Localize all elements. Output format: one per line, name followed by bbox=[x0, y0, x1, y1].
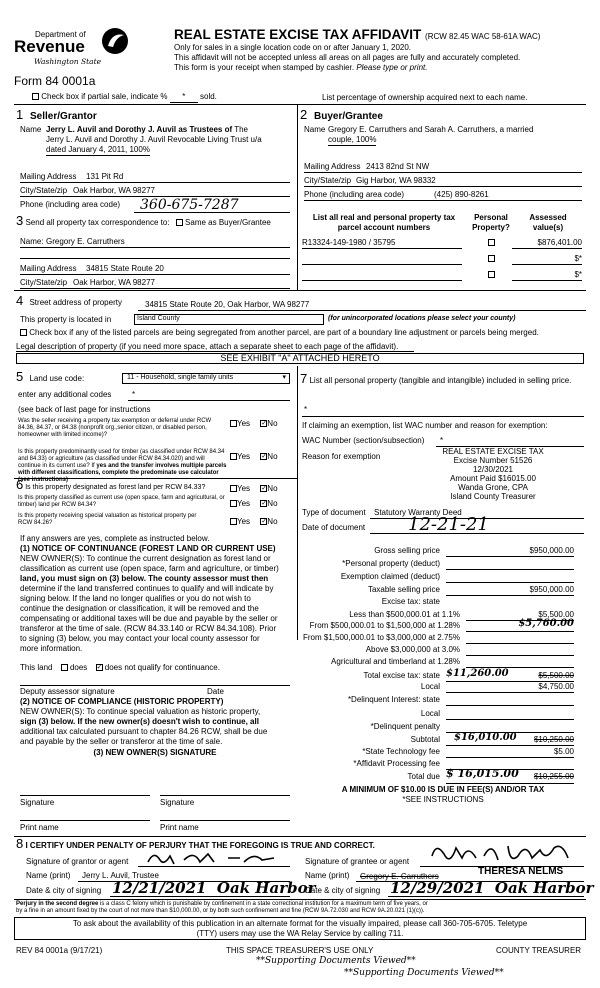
partial-sale-label: Check box if partial sale, indicate % bbox=[41, 92, 168, 101]
stamp-line: Island County Treasurer bbox=[450, 492, 536, 501]
ownership-note: List percentage of ownership acquired next to each name. bbox=[322, 93, 528, 102]
tax-value-handwritten[interactable]: $5,760.00 bbox=[518, 618, 574, 629]
grantor-name-label: Name (print) bbox=[26, 871, 71, 880]
seller-name-line1[interactable] bbox=[46, 125, 248, 135]
county-treasurer: COUNTY TREASURER bbox=[496, 946, 582, 955]
forest-q1: Is this property designated as forest land per RCW 84.33? bbox=[25, 484, 206, 491]
grantee-date-city[interactable]: 12/29/2021 Oak Harbor bbox=[390, 879, 594, 897]
form-number: Form 84 0001a bbox=[14, 74, 96, 88]
notice-line: determine if the land transferred continues to qualify and will indicate by bbox=[20, 584, 274, 593]
tax-row-excise-state bbox=[300, 597, 586, 607]
forest-q2: Is this property classified as current use (open space, farm and agricultural, or timber) land per RCW 84.34? bbox=[18, 495, 225, 508]
dept-line1: Department of bbox=[35, 30, 86, 39]
perjury-line2: by a fine in an amount fixed by the court of not more than $10,000.00, or by both such confinement and fine (RCW 9A.72.030 and RCW 9A.20.021 (1)(c)). bbox=[16, 908, 425, 914]
landuse-row bbox=[16, 369, 85, 384]
personal-num: 7 bbox=[300, 371, 308, 386]
does-label: does bbox=[69, 663, 88, 672]
tax-row-tier4 bbox=[300, 645, 586, 655]
notice-line: NEW OWNER(S): To continue the current designation as forest land or bbox=[20, 554, 271, 563]
deputy-date-label: Date bbox=[207, 687, 224, 696]
tax-value[interactable]: $950,000.00 bbox=[529, 585, 574, 594]
tax-row-delinq-local bbox=[300, 709, 586, 719]
buyer-name-line2: couple, 100% bbox=[328, 135, 377, 144]
perjury-bold: Perjury in the second degree bbox=[16, 901, 99, 907]
partial-sale-row bbox=[32, 92, 217, 103]
street-label: Street address of property bbox=[29, 298, 122, 307]
landuse-select[interactable] bbox=[122, 373, 290, 384]
tax-label: Total excise tax: state bbox=[363, 671, 440, 680]
seller-name-line2: Jerry L. Auvil and Dorothy J. Auvil Revocable Living Trust u/a bbox=[46, 135, 262, 144]
corr-name-label: Name: bbox=[20, 237, 44, 246]
no-checkbox-checked[interactable]: ✓ bbox=[261, 500, 268, 508]
buyer-name-line1[interactable]: Gregory E. Carruthers and Sarah A. Carruthers, a married bbox=[328, 125, 534, 134]
does-checkbox[interactable] bbox=[61, 664, 68, 671]
buyer-heading-text: Buyer/Grantee bbox=[314, 111, 383, 122]
tax-label: *Personal property (deduct) bbox=[342, 559, 440, 568]
header-line1: Only for sales in a single location code on or after January 1, 2020. bbox=[174, 43, 412, 52]
tax-label: *Delinquent Interest: state bbox=[347, 695, 440, 704]
yes-checkbox[interactable] bbox=[230, 453, 237, 460]
assessed-value[interactable]: $* bbox=[574, 270, 582, 279]
grantor-name[interactable]: Jerry L. Auvil, Trustee bbox=[82, 871, 159, 880]
tax-label: Gross selling price bbox=[374, 546, 440, 555]
owner-print-name-label: Print name bbox=[160, 823, 199, 832]
street-row bbox=[16, 293, 122, 308]
total-state-hw: 11,260.00 bbox=[452, 668, 509, 679]
doc-type-label: Type of document bbox=[302, 508, 366, 517]
see-back-note: (see back of last page for instructions bbox=[18, 405, 151, 414]
personal-property-checkbox[interactable] bbox=[488, 271, 495, 278]
landuse-num: 5 bbox=[16, 369, 24, 384]
personal-property-row bbox=[300, 371, 584, 386]
tax-value-struck: $5,500.00 bbox=[538, 671, 574, 680]
dor-logo bbox=[14, 24, 134, 74]
this-land-label: This land bbox=[20, 663, 53, 672]
yes-checkbox[interactable] bbox=[230, 485, 237, 492]
form-title-text: REAL ESTATE EXCISE TAX AFFIDAVIT bbox=[174, 27, 422, 42]
notice-line: NEW OWNER(S): To continue special valuation as historic property, bbox=[20, 707, 261, 716]
assessed-header-1: Assessed bbox=[529, 213, 567, 222]
notice-line: to signing (3) below, you may contact your local county assessor for bbox=[20, 634, 260, 643]
see-instructions: *SEE INSTRUCTIONS bbox=[402, 795, 484, 804]
seller-name-line3: dated January 4, 2011, 100% bbox=[46, 145, 150, 154]
additional-codes-value[interactable]: * bbox=[132, 390, 136, 399]
personal-property-value[interactable]: * bbox=[304, 405, 308, 414]
buyer-city[interactable]: Gig Harbor, WA 98332 bbox=[356, 176, 436, 185]
legal-description[interactable] bbox=[16, 353, 584, 364]
personal-header-1: Personal bbox=[474, 213, 508, 222]
tax-value-handwritten[interactable]: $ 16,015.00 bbox=[446, 767, 519, 780]
tax-label: From $500,000.01 to $1,500,000 at 1.28% bbox=[309, 621, 460, 630]
yes-checkbox[interactable] bbox=[230, 500, 237, 507]
does-not-qualify-label: does not qualify for continuance. bbox=[104, 663, 220, 672]
no-label: No bbox=[267, 517, 278, 526]
forest-q3: Is this property receiving special valuation as historical property per RCW 84.26? bbox=[18, 513, 197, 526]
assessed-header bbox=[520, 213, 576, 233]
legal-label: Legal description of property (if you need more space, attach a separate sheet to each page of the affidavit). bbox=[16, 342, 399, 351]
tax-value[interactable]: $950,000.00 bbox=[529, 546, 574, 555]
no-checkbox-checked[interactable]: ✓ bbox=[261, 420, 268, 428]
grantee-date-label: Date & city of signing bbox=[305, 886, 381, 895]
tax-row-tech bbox=[300, 747, 586, 757]
doc-date-label: Date of document bbox=[302, 523, 366, 532]
notice-line: transferor at the time of sale. (RCW 84.33.140 or RCW 84.34.108). Prior bbox=[20, 624, 277, 633]
tax-value-handwritten[interactable]: $11,260.00 bbox=[446, 668, 509, 679]
corr-city[interactable]: Oak Harbor, WA 98277 bbox=[73, 278, 155, 287]
tax-label: Exemption claimed (deduct) bbox=[340, 572, 440, 581]
correspondence-num: 3 bbox=[16, 213, 24, 228]
form-title bbox=[174, 27, 540, 42]
wac-label: WAC Number (section/subsection) bbox=[302, 436, 425, 445]
yes-label: Yes bbox=[237, 419, 251, 428]
additional-codes-label: enter any additional codes bbox=[18, 390, 112, 399]
assessed-value[interactable]: $* bbox=[574, 254, 582, 263]
forest-q1-answer bbox=[230, 484, 278, 494]
corr-mail[interactable]: 34815 State Route 20 bbox=[86, 264, 164, 273]
seller-name-bold: Jerry L. Auvil and Dorothy J. Auvil as Trustees of bbox=[46, 125, 233, 134]
header-line3a: This form is your receipt when stamped by cashier. bbox=[174, 63, 355, 72]
tax-row-exemption bbox=[300, 572, 586, 582]
yes-label: Yes bbox=[237, 484, 251, 493]
tax-label: Local bbox=[420, 682, 440, 691]
tax-row-total-state bbox=[300, 668, 586, 681]
buyer-phone[interactable]: (425) 890-8261 bbox=[434, 190, 489, 199]
tax-row-delinq-state bbox=[300, 695, 586, 705]
segregated-checkbox[interactable] bbox=[20, 329, 27, 336]
does-not-qualify-checkbox-checked[interactable]: ✓ bbox=[96, 664, 103, 672]
seller-heading-text: Seller/Grantor bbox=[30, 111, 97, 122]
notice-line: continue the designation or classification, it will be removed and the bbox=[20, 604, 259, 613]
notice-line: classification as current use (open space, farm and agriculture, or timber) bbox=[20, 564, 279, 573]
tax-row-gross bbox=[300, 546, 586, 556]
no-label: No bbox=[267, 484, 278, 493]
street-address[interactable]: 34815 State Route 20, Oak Harbor, WA 98277 bbox=[145, 300, 310, 309]
notice-continuance-heading: (1) NOTICE OF CONTINUANCE (FOREST LAND OR CURRENT USE) bbox=[20, 544, 276, 553]
yes-checkbox[interactable] bbox=[230, 420, 237, 427]
no-checkbox-checked[interactable]: ✓ bbox=[261, 485, 268, 493]
timber-question-a: Is this property predominantly used for timber (as classified under RCW 84.34 and 84.33) or agriculture (as classified under RCW 84.34.020) and will continue in its current use? If bbox=[18, 449, 225, 469]
landuse-code: 11 - Household, single family units bbox=[127, 374, 234, 381]
grantor-signature-label: Signature of grantor or agent bbox=[26, 857, 129, 866]
segregated-row bbox=[20, 328, 539, 338]
stamp-line: REAL ESTATE EXCISE TAX bbox=[442, 447, 544, 456]
unincorporated-text: (for unincorporated locations please select your county) bbox=[328, 315, 516, 322]
tax-row-local bbox=[300, 682, 586, 692]
grantor-date-city[interactable]: 12/21/2021 Oak Harbor bbox=[112, 879, 316, 897]
grantor-signature[interactable] bbox=[144, 848, 284, 868]
property-num: 4 bbox=[16, 293, 24, 308]
doc-type[interactable]: Statutory Warranty Deed bbox=[374, 508, 462, 517]
tax-label: From $1,500,000.01 to $3,000,000 at 2.75% bbox=[302, 633, 460, 642]
personal-label: List all personal property (tangible and intangible) included in selling price. bbox=[309, 376, 572, 385]
tax-value-handwritten[interactable]: $16,010.00 bbox=[454, 732, 517, 743]
doc-date[interactable]: 12-21-21 bbox=[408, 514, 489, 535]
tax-value[interactable]: $4,750.00 bbox=[538, 682, 574, 691]
grantor-date-label: Date & city of signing bbox=[26, 886, 102, 895]
same-as-buyer-label: Same as Buyer/Grantee bbox=[185, 218, 271, 227]
tax-row-penalty bbox=[300, 722, 586, 732]
total-hw: 16,015.00 bbox=[457, 767, 519, 780]
yes-label: Yes bbox=[237, 517, 251, 526]
parcels-header bbox=[300, 213, 468, 233]
if-any-yes: If any answers are yes, complete as instructed below. bbox=[20, 534, 210, 543]
stamp-line: Wanda Grone, CPA bbox=[458, 483, 528, 492]
segregated-label: Check box if any of the listed parcels are being segregated from another parcel, are part of a boundary line adjustment or parcels being merged. bbox=[29, 328, 539, 337]
buyer-city-label: City/State/zip bbox=[304, 176, 352, 185]
dept-line2: Revenue bbox=[14, 37, 85, 56]
this-land-row bbox=[20, 663, 220, 673]
corr-mail-label: Mailing Address bbox=[20, 264, 77, 273]
buyer-mail-label: Mailing Address bbox=[304, 162, 361, 171]
no-label: No bbox=[267, 452, 278, 461]
no-checkbox-checked[interactable]: ✓ bbox=[261, 518, 268, 526]
tax-label: Less than $500,000.01 at 1.1% bbox=[349, 610, 460, 619]
tax-label: Agricultural and timberland at 1.28% bbox=[331, 657, 460, 666]
tax-value-struck: $10,255.00 bbox=[533, 772, 574, 781]
forest-num: 6 bbox=[16, 477, 24, 492]
tax-value[interactable]: $5.00 bbox=[553, 747, 574, 756]
personal-header bbox=[466, 213, 516, 233]
parcels-header-1: List all real and personal property tax bbox=[312, 213, 456, 222]
notice-line: signing below. If the land no longer qualifies or you do not wish to bbox=[20, 594, 251, 603]
landuse-label: Land use code: bbox=[29, 374, 85, 383]
seller-phone[interactable]: 360-675-7287 bbox=[140, 197, 239, 213]
no-label: No bbox=[267, 419, 278, 428]
corr-city-label: City/State/zip bbox=[20, 278, 68, 287]
legal-text: SEE EXHIBIT "A" ATTACHED HERETO bbox=[220, 353, 380, 363]
yes-label: Yes bbox=[237, 499, 251, 508]
notice-line: sign (3) below. If the new owner(s) doesn't wish to continue, all bbox=[20, 717, 259, 726]
tax-value[interactable]: $5,500.00 bbox=[538, 610, 574, 619]
stamp-line: Excise Number 51526 bbox=[453, 456, 533, 465]
ask-line2: (TTY) users may use the WA Relay Service by calling 711. bbox=[196, 929, 404, 938]
perjury-line1: is a class C felony which is punishable by confinement in a state correctional institution for a maximum term of five years, or bbox=[100, 901, 428, 907]
buyer-heading bbox=[300, 107, 383, 122]
minimum-notice: A MINIMUM OF $10.00 IS DUE IN FEE(S) AND/OR TAX bbox=[341, 785, 545, 794]
header-line2: This affidavit will not be accepted unless all areas on all pages are fully and accurately completed. bbox=[174, 53, 521, 62]
tax-label: Total due bbox=[407, 772, 440, 781]
notice-line: compensating or additional taxes will be due and payable by the seller or bbox=[20, 614, 278, 623]
stamp-line: 12/30/2021 bbox=[472, 465, 514, 474]
rev-number: REV 84 0001a (9/17/21) bbox=[16, 946, 103, 955]
certify-text: I CERTIFY UNDER PENALTY OF PERJURY THAT THE FOREGOING IS TRUE AND CORRECT. bbox=[25, 841, 375, 850]
grantee-name-label: Name (print) bbox=[305, 871, 350, 880]
certify-num: 8 bbox=[16, 836, 24, 851]
treasurer-use: THIS SPACE TREASURER'S USE ONLY bbox=[226, 946, 374, 955]
notice-line: more information. bbox=[20, 644, 83, 653]
notice-compliance-heading: (2) NOTICE OF COMPLIANCE (HISTORIC PROPERTY) bbox=[20, 697, 224, 706]
tax-row-ag bbox=[300, 657, 586, 667]
partial-sale-checkbox[interactable] bbox=[32, 93, 39, 100]
parcel-number[interactable]: R13324-149-1980 / 35795 bbox=[302, 238, 396, 247]
grantee-name-struck: Gregory E. Carruthers bbox=[360, 872, 439, 881]
seller-city-label: City/State/zip bbox=[20, 186, 68, 195]
timber-answer bbox=[230, 452, 278, 462]
tax-label: *Affidavit Processing fee bbox=[353, 759, 440, 768]
header-line3b: Please type or print. bbox=[356, 63, 428, 72]
assessed-header-2: value(s) bbox=[532, 223, 564, 232]
supporting-docs-viewed-2: **Supporting Documents Viewed** bbox=[344, 968, 504, 978]
treasurer-stamp bbox=[426, 447, 560, 501]
exemption-answer bbox=[230, 419, 278, 429]
seller-num: 1 bbox=[16, 107, 24, 122]
owner-signature-label: Signature bbox=[160, 798, 195, 807]
exemption-question: Was the seller receiving a property tax exemption or deferral under RCW 84.36, 84.37, or 84.38 (nonprofit org.,senior citizen, or disabled person, homeowner with limited income)? bbox=[18, 418, 212, 438]
seller-phone-label: Phone (including area code) bbox=[20, 200, 121, 209]
tax-label: Taxable selling price bbox=[367, 585, 440, 594]
owner-print-name-label: Print name bbox=[20, 823, 59, 832]
stamp-line: Amount Paid $16015.00 bbox=[450, 474, 536, 483]
buyer-mail[interactable]: 2413 82nd St NW bbox=[366, 162, 430, 171]
seller-name-rest: The bbox=[234, 125, 248, 134]
tax-label: Subtotal bbox=[410, 735, 440, 744]
form-title-ref: (RCW 82.45 WAC 58-61A WAC) bbox=[425, 32, 541, 41]
tax-value-struck: $10,250.00 bbox=[533, 735, 574, 744]
tax-label: Excise tax: state bbox=[381, 597, 440, 606]
partial-percent-field[interactable]: * bbox=[170, 92, 198, 103]
seller-mail[interactable]: 131 Pit Rd bbox=[86, 172, 124, 181]
county-select[interactable] bbox=[134, 314, 324, 325]
no-label: No bbox=[267, 499, 278, 508]
reason-label: Reason for exemption bbox=[302, 452, 381, 461]
parcels-header-2: parcel account numbers bbox=[337, 223, 431, 232]
buyer-phone-label: Phone (including area code) bbox=[304, 190, 405, 199]
tax-label: *State Technology fee bbox=[362, 747, 440, 756]
header-line3 bbox=[174, 63, 427, 73]
personal-header-2: Property? bbox=[472, 223, 510, 232]
seller-name-label: Name bbox=[20, 125, 42, 134]
tax-row-affidavit bbox=[300, 759, 586, 769]
tax-label: Above $3,000,000 at 3.0% bbox=[365, 645, 460, 654]
seller-city[interactable]: Oak Harbor, WA 98277 bbox=[73, 186, 155, 195]
tax-label: Local bbox=[420, 709, 440, 718]
notice-line: additional tax calculated pursuant to chapter 84.26 RCW, shall be due bbox=[20, 727, 268, 736]
seller-heading bbox=[16, 107, 97, 122]
ask-line1: To ask about the availability of this publication in an alternate format for the visually impaired, please call 360-705-6705. Teletype bbox=[72, 919, 528, 928]
chevron-down-icon: ▾ bbox=[282, 374, 286, 381]
forest-q3-answer bbox=[230, 517, 278, 527]
dept-line3: Washington State bbox=[34, 57, 102, 66]
wac-value[interactable]: * bbox=[440, 436, 444, 445]
forest-q1-row bbox=[16, 477, 206, 493]
forest-q2-answer bbox=[230, 499, 278, 509]
exemption-claim-label: If claiming an exemption, list WAC number and reason for exemption: bbox=[302, 421, 548, 430]
partial-sold: sold. bbox=[200, 92, 217, 101]
swoosh-icon bbox=[100, 26, 130, 56]
personal-property-checkbox[interactable] bbox=[488, 255, 495, 262]
tax-row-tier2 bbox=[300, 618, 586, 631]
correspondence-row bbox=[16, 213, 271, 228]
tax-row-tier3 bbox=[300, 633, 586, 643]
corr-name[interactable]: Gregory E. Carruthers bbox=[46, 237, 125, 246]
tax-label: *Delinquent penalty bbox=[370, 722, 440, 731]
assessed-value[interactable]: $876,401.00 bbox=[537, 238, 582, 247]
notice-line: land, you must sign on (3) below. The county assessor must then bbox=[20, 574, 269, 583]
tax-row-personal bbox=[300, 559, 586, 569]
notice-continuance-body bbox=[20, 554, 295, 654]
owner-signature-label: Signature bbox=[20, 798, 55, 807]
county-value: Island County bbox=[137, 315, 180, 322]
new-owner-signature-heading: (3) NEW OWNER(S) SIGNATURE bbox=[93, 748, 217, 757]
buyer-name-label: Name bbox=[304, 125, 326, 134]
notice-compliance-body bbox=[20, 707, 295, 747]
same-as-buyer-checkbox[interactable] bbox=[176, 219, 183, 226]
grantee-name-handwritten[interactable]: THERESA NELMS bbox=[478, 866, 564, 877]
personal-property-checkbox[interactable] bbox=[488, 239, 495, 246]
notice-line: and payable by the seller or transferor at the time of sale. bbox=[20, 737, 223, 746]
seller-mail-label: Mailing Address bbox=[20, 172, 77, 181]
grantee-signature[interactable] bbox=[428, 838, 584, 868]
tax-row-subtotal bbox=[300, 732, 586, 745]
supporting-docs-viewed-1: **Supporting Documents Viewed** bbox=[256, 956, 416, 966]
tax-row-taxable bbox=[300, 585, 586, 595]
perjury-notice bbox=[16, 901, 586, 915]
unincorporated-note bbox=[328, 315, 515, 324]
located-label: This property is located in bbox=[20, 315, 112, 324]
no-checkbox-checked[interactable]: ✓ bbox=[261, 453, 268, 461]
yes-checkbox[interactable] bbox=[230, 518, 237, 525]
buyer-num: 2 bbox=[300, 107, 308, 122]
grantee-signature-label: Signature of grantee or agent bbox=[305, 857, 410, 866]
subtotal-hw: 16,010.00 bbox=[460, 732, 517, 743]
accessibility-notice bbox=[14, 917, 586, 940]
timber-question-b: yes and the transfer involves multiple parcels with different classifications, complete the predominate use calculator (see instructions) bbox=[18, 463, 227, 483]
yes-label: Yes bbox=[237, 452, 251, 461]
correspondence-label: Send all property tax correspondence to: bbox=[25, 218, 170, 227]
deputy-signature-label: Deputy assessor signature bbox=[20, 687, 115, 696]
